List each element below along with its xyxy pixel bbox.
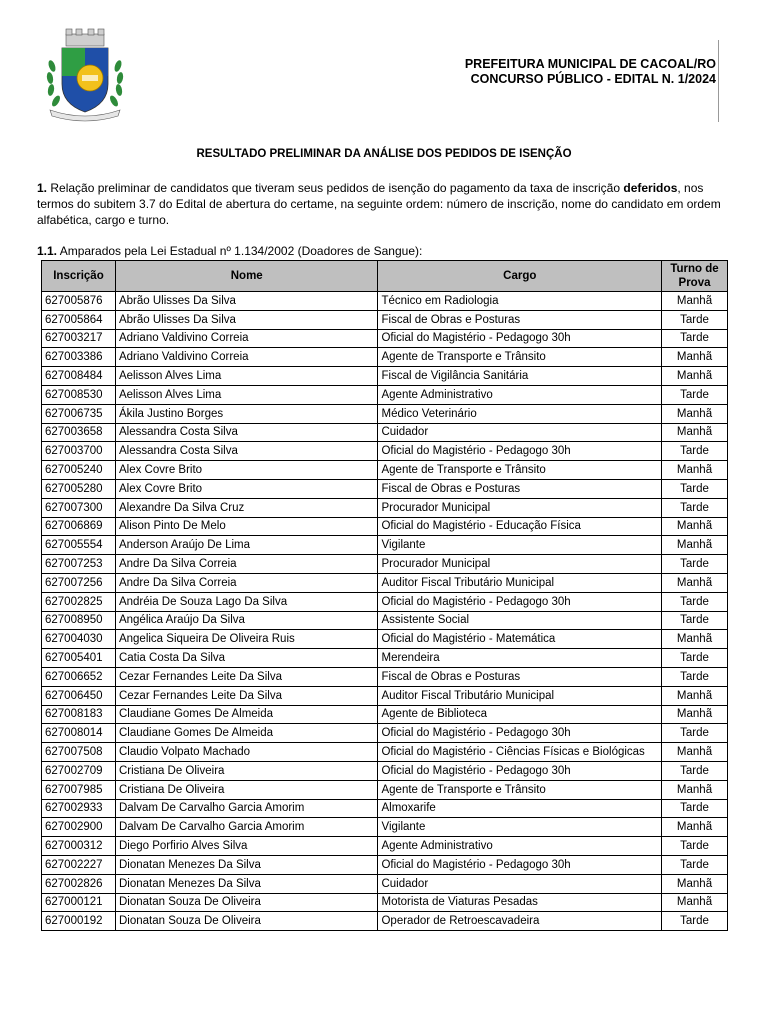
cell-turno: Tarde <box>662 667 728 686</box>
cell-inscricao: 627007256 <box>42 573 116 592</box>
cell-turno: Tarde <box>662 724 728 743</box>
table-row <box>42 385 728 404</box>
table-row <box>42 893 728 912</box>
cell-cargo: Oficial do Magistério - Matemática <box>378 630 662 649</box>
cell-turno: Manhã <box>662 818 728 837</box>
table-row <box>42 310 728 329</box>
table-row <box>42 743 728 762</box>
cell-inscricao: 627007508 <box>42 743 116 762</box>
cell-inscricao: 627005240 <box>42 461 116 480</box>
cell-inscricao: 627004030 <box>42 630 116 649</box>
cell-inscricao: 627005401 <box>42 649 116 668</box>
cell-inscricao: 627000312 <box>42 837 116 856</box>
cell-inscricao: 627000121 <box>42 893 116 912</box>
cell-turno: Manhã <box>662 536 728 555</box>
cell-nome: Andréia De Souza Lago Da Silva <box>115 592 378 611</box>
cell-nome: Abrão Ulisses Da Silva <box>115 292 378 311</box>
cell-turno: Tarde <box>662 479 728 498</box>
table-row <box>42 292 728 311</box>
cell-cargo: Assistente Social <box>378 611 662 630</box>
cell-nome: Cristiana De Oliveira <box>115 761 378 780</box>
table-row <box>42 404 728 423</box>
cell-nome: Dionatan Menezes Da Silva <box>115 855 378 874</box>
cell-nome: Alex Covre Brito <box>115 479 378 498</box>
cell-cargo: Procurador Municipal <box>378 555 662 574</box>
cell-cargo: Cuidador <box>378 423 662 442</box>
candidates-table <box>41 260 728 931</box>
table-row <box>42 592 728 611</box>
cell-inscricao: 627002825 <box>42 592 116 611</box>
cell-inscricao: 627006652 <box>42 667 116 686</box>
table-row <box>42 837 728 856</box>
cell-inscricao: 627007985 <box>42 780 116 799</box>
section-heading <box>37 244 422 258</box>
table-row <box>42 874 728 893</box>
cell-inscricao: 627006450 <box>42 686 116 705</box>
cell-turno: Tarde <box>662 912 728 931</box>
table-row <box>42 761 728 780</box>
cell-inscricao: 627003658 <box>42 423 116 442</box>
cell-cargo: Operador de Retroescavadeira <box>378 912 662 931</box>
cell-nome: Diego Porfirio Alves Silva <box>115 837 378 856</box>
cell-nome: Andre Da Silva Correia <box>115 573 378 592</box>
cell-turno: Manhã <box>662 705 728 724</box>
cell-cargo: Oficial do Magistério - Pedagogo 30h <box>378 329 662 348</box>
cell-nome: Andre Da Silva Correia <box>115 555 378 574</box>
table-row <box>42 555 728 574</box>
cell-turno: Manhã <box>662 517 728 536</box>
table-row <box>42 348 728 367</box>
table-row <box>42 536 728 555</box>
cell-cargo: Vigilante <box>378 536 662 555</box>
cell-inscricao: 627002826 <box>42 874 116 893</box>
header-inscricao: Inscrição <box>42 261 116 292</box>
cell-inscricao: 627000192 <box>42 912 116 931</box>
cell-nome: Dalvam De Carvalho Garcia Amorim <box>115 818 378 837</box>
table-row <box>42 498 728 517</box>
section-text: Amparados pela Lei Estadual nº 1.134/2002 (Doadores de Sangue): <box>57 244 423 258</box>
table-row <box>42 611 728 630</box>
cell-turno: Tarde <box>662 855 728 874</box>
table-row <box>42 780 728 799</box>
cell-nome: Angélica Araújo Da Silva <box>115 611 378 630</box>
cell-nome: Cristiana De Oliveira <box>115 780 378 799</box>
cell-nome: Aelisson Alves Lima <box>115 367 378 386</box>
cell-cargo: Oficial do Magistério - Pedagogo 30h <box>378 442 662 461</box>
cell-cargo: Técnico em Radiologia <box>378 292 662 311</box>
cell-inscricao: 627002709 <box>42 761 116 780</box>
cell-cargo: Oficial do Magistério - Pedagogo 30h <box>378 592 662 611</box>
cell-turno: Tarde <box>662 837 728 856</box>
cell-nome: Catia Costa Da Silva <box>115 649 378 668</box>
cell-turno: Tarde <box>662 555 728 574</box>
cell-nome: Alessandra Costa Silva <box>115 423 378 442</box>
header-cargo: Cargo <box>378 261 662 292</box>
cell-inscricao: 627008484 <box>42 367 116 386</box>
cell-turno: Manhã <box>662 461 728 480</box>
cell-cargo: Oficial do Magistério - Pedagogo 30h <box>378 724 662 743</box>
cell-inscricao: 627003217 <box>42 329 116 348</box>
cell-nome: Alexandre Da Silva Cruz <box>115 498 378 517</box>
cell-inscricao: 627002227 <box>42 855 116 874</box>
cell-nome: Cezar Fernandes Leite Da Silva <box>115 667 378 686</box>
table-row <box>42 912 728 931</box>
cell-cargo: Oficial do Magistério - Ciências Físicas e Biológicas <box>378 743 662 762</box>
cell-turno: Manhã <box>662 686 728 705</box>
document-title: RESULTADO PRELIMINAR DA ANÁLISE DOS PEDIDOS DE ISENÇÃO <box>196 148 572 160</box>
cell-turno: Manhã <box>662 780 728 799</box>
cell-turno: Manhã <box>662 423 728 442</box>
cell-cargo: Fiscal de Obras e Posturas <box>378 310 662 329</box>
cell-inscricao: 627008183 <box>42 705 116 724</box>
cell-turno: Manhã <box>662 404 728 423</box>
cell-nome: Claudio Volpato Machado <box>115 743 378 762</box>
table-header-row <box>42 261 728 292</box>
cell-cargo: Auditor Fiscal Tributário Municipal <box>378 686 662 705</box>
cell-nome: Claudiane Gomes De Almeida <box>115 705 378 724</box>
table-row <box>42 461 728 480</box>
cell-cargo: Vigilante <box>378 818 662 837</box>
cell-turno: Manhã <box>662 367 728 386</box>
intro-number: 1. <box>37 181 48 195</box>
cell-inscricao: 627003386 <box>42 348 116 367</box>
cell-inscricao: 627006869 <box>42 517 116 536</box>
table-row <box>42 573 728 592</box>
intro-paragraph <box>37 180 732 228</box>
cell-cargo: Médico Veterinário <box>378 404 662 423</box>
cell-turno: Tarde <box>662 310 728 329</box>
cell-cargo: Fiscal de Obras e Posturas <box>378 667 662 686</box>
table-row <box>42 517 728 536</box>
cell-inscricao: 627008530 <box>42 385 116 404</box>
cell-turno: Tarde <box>662 442 728 461</box>
table-row <box>42 649 728 668</box>
header-divider <box>718 40 719 122</box>
cell-nome: Claudiane Gomes De Almeida <box>115 724 378 743</box>
cell-nome: Adriano Valdivino Correia <box>115 329 378 348</box>
intro-bold-word: deferidos <box>623 181 678 195</box>
cell-nome: Adriano Valdivino Correia <box>115 348 378 367</box>
cell-cargo: Merendeira <box>378 649 662 668</box>
cell-turno: Tarde <box>662 611 728 630</box>
cell-cargo: Oficial do Magistério - Pedagogo 30h <box>378 855 662 874</box>
cell-nome: Dionatan Souza De Oliveira <box>115 912 378 931</box>
table-row <box>42 855 728 874</box>
cell-turno: Tarde <box>662 761 728 780</box>
cell-turno: Tarde <box>662 498 728 517</box>
cell-turno: Manhã <box>662 630 728 649</box>
cell-nome: Dionatan Souza De Oliveira <box>115 893 378 912</box>
header-nome: Nome <box>115 261 378 292</box>
cell-nome: Anderson Araújo De Lima <box>115 536 378 555</box>
table-row <box>42 724 728 743</box>
intro-text-after: , nos termos do subitem 3.7 do Edital de abertura do certame, na seguinte ordem: número de inscrição, nome do candidato em ordem alfabética, cargo e turno. <box>37 181 721 227</box>
cell-cargo: Oficial do Magistério - Pedagogo 30h <box>378 761 662 780</box>
cell-turno: Tarde <box>662 385 728 404</box>
cell-turno: Tarde <box>662 799 728 818</box>
table-row <box>42 442 728 461</box>
table-row <box>42 667 728 686</box>
cell-turno: Manhã <box>662 573 728 592</box>
cell-nome: Dionatan Menezes Da Silva <box>115 874 378 893</box>
cell-turno: Manhã <box>662 292 728 311</box>
table-row <box>42 329 728 348</box>
coat-of-arms-icon <box>42 26 128 122</box>
header-institution <box>465 57 716 87</box>
cell-inscricao: 627005876 <box>42 292 116 311</box>
cell-cargo: Agente Administrativo <box>378 385 662 404</box>
cell-turno: Tarde <box>662 592 728 611</box>
cell-cargo: Cuidador <box>378 874 662 893</box>
cell-nome: Dalvam De Carvalho Garcia Amorim <box>115 799 378 818</box>
cell-nome: Abrão Ulisses Da Silva <box>115 310 378 329</box>
cell-cargo: Motorista de Viaturas Pesadas <box>378 893 662 912</box>
cell-inscricao: 627008014 <box>42 724 116 743</box>
cell-cargo: Agente de Transporte e Trânsito <box>378 348 662 367</box>
cell-cargo: Fiscal de Obras e Posturas <box>378 479 662 498</box>
table-row <box>42 367 728 386</box>
cell-inscricao: 627005864 <box>42 310 116 329</box>
cell-cargo: Agente de Biblioteca <box>378 705 662 724</box>
cell-inscricao: 627007300 <box>42 498 116 517</box>
cell-cargo: Agente Administrativo <box>378 837 662 856</box>
cell-turno: Manhã <box>662 348 728 367</box>
table-row <box>42 818 728 837</box>
cell-nome: Alex Covre Brito <box>115 461 378 480</box>
cell-nome: Alison Pinto De Melo <box>115 517 378 536</box>
cell-inscricao: 627006735 <box>42 404 116 423</box>
cell-inscricao: 627007253 <box>42 555 116 574</box>
header-turno: Turno de Prova <box>662 261 728 292</box>
cell-cargo: Fiscal de Vigilância Sanitária <box>378 367 662 386</box>
header-line-2: CONCURSO PÚBLICO - EDITAL N. 1/2024 <box>470 72 716 86</box>
table-row <box>42 686 728 705</box>
cell-inscricao: 627002900 <box>42 818 116 837</box>
section-number: 1.1. <box>37 244 58 258</box>
intro-text-before: Relação preliminar de candidatos que tiveram seus pedidos de isenção do pagamento da taxa de inscrição <box>47 181 624 195</box>
header-line-1: PREFEITURA MUNICIPAL DE CACOAL/RO <box>464 57 716 71</box>
cell-cargo: Oficial do Magistério - Educação Física <box>378 517 662 536</box>
cell-nome: Cezar Fernandes Leite Da Silva <box>115 686 378 705</box>
table-row <box>42 423 728 442</box>
cell-turno: Manhã <box>662 893 728 912</box>
cell-nome: Aelisson Alves Lima <box>115 385 378 404</box>
cell-inscricao: 627003700 <box>42 442 116 461</box>
table-row <box>42 479 728 498</box>
cell-inscricao: 627005280 <box>42 479 116 498</box>
cell-turno: Manhã <box>662 743 728 762</box>
cell-inscricao: 627008950 <box>42 611 116 630</box>
cell-inscricao: 627002933 <box>42 799 116 818</box>
cell-nome: Alessandra Costa Silva <box>115 442 378 461</box>
table-row <box>42 705 728 724</box>
cell-cargo: Auditor Fiscal Tributário Municipal <box>378 573 662 592</box>
table-body <box>42 292 728 931</box>
cell-turno: Tarde <box>662 329 728 348</box>
cell-nome: Ákila Justino Borges <box>115 404 378 423</box>
cell-nome: Angelica Siqueira De Oliveira Ruis <box>115 630 378 649</box>
cell-cargo: Agente de Transporte e Trânsito <box>378 461 662 480</box>
cell-cargo: Almoxarife <box>378 799 662 818</box>
table-row <box>42 799 728 818</box>
cell-cargo: Procurador Municipal <box>378 498 662 517</box>
cell-turno: Manhã <box>662 874 728 893</box>
table-row <box>42 630 728 649</box>
cell-turno: Tarde <box>662 649 728 668</box>
cell-inscricao: 627005554 <box>42 536 116 555</box>
cell-cargo: Agente de Transporte e Trânsito <box>378 780 662 799</box>
